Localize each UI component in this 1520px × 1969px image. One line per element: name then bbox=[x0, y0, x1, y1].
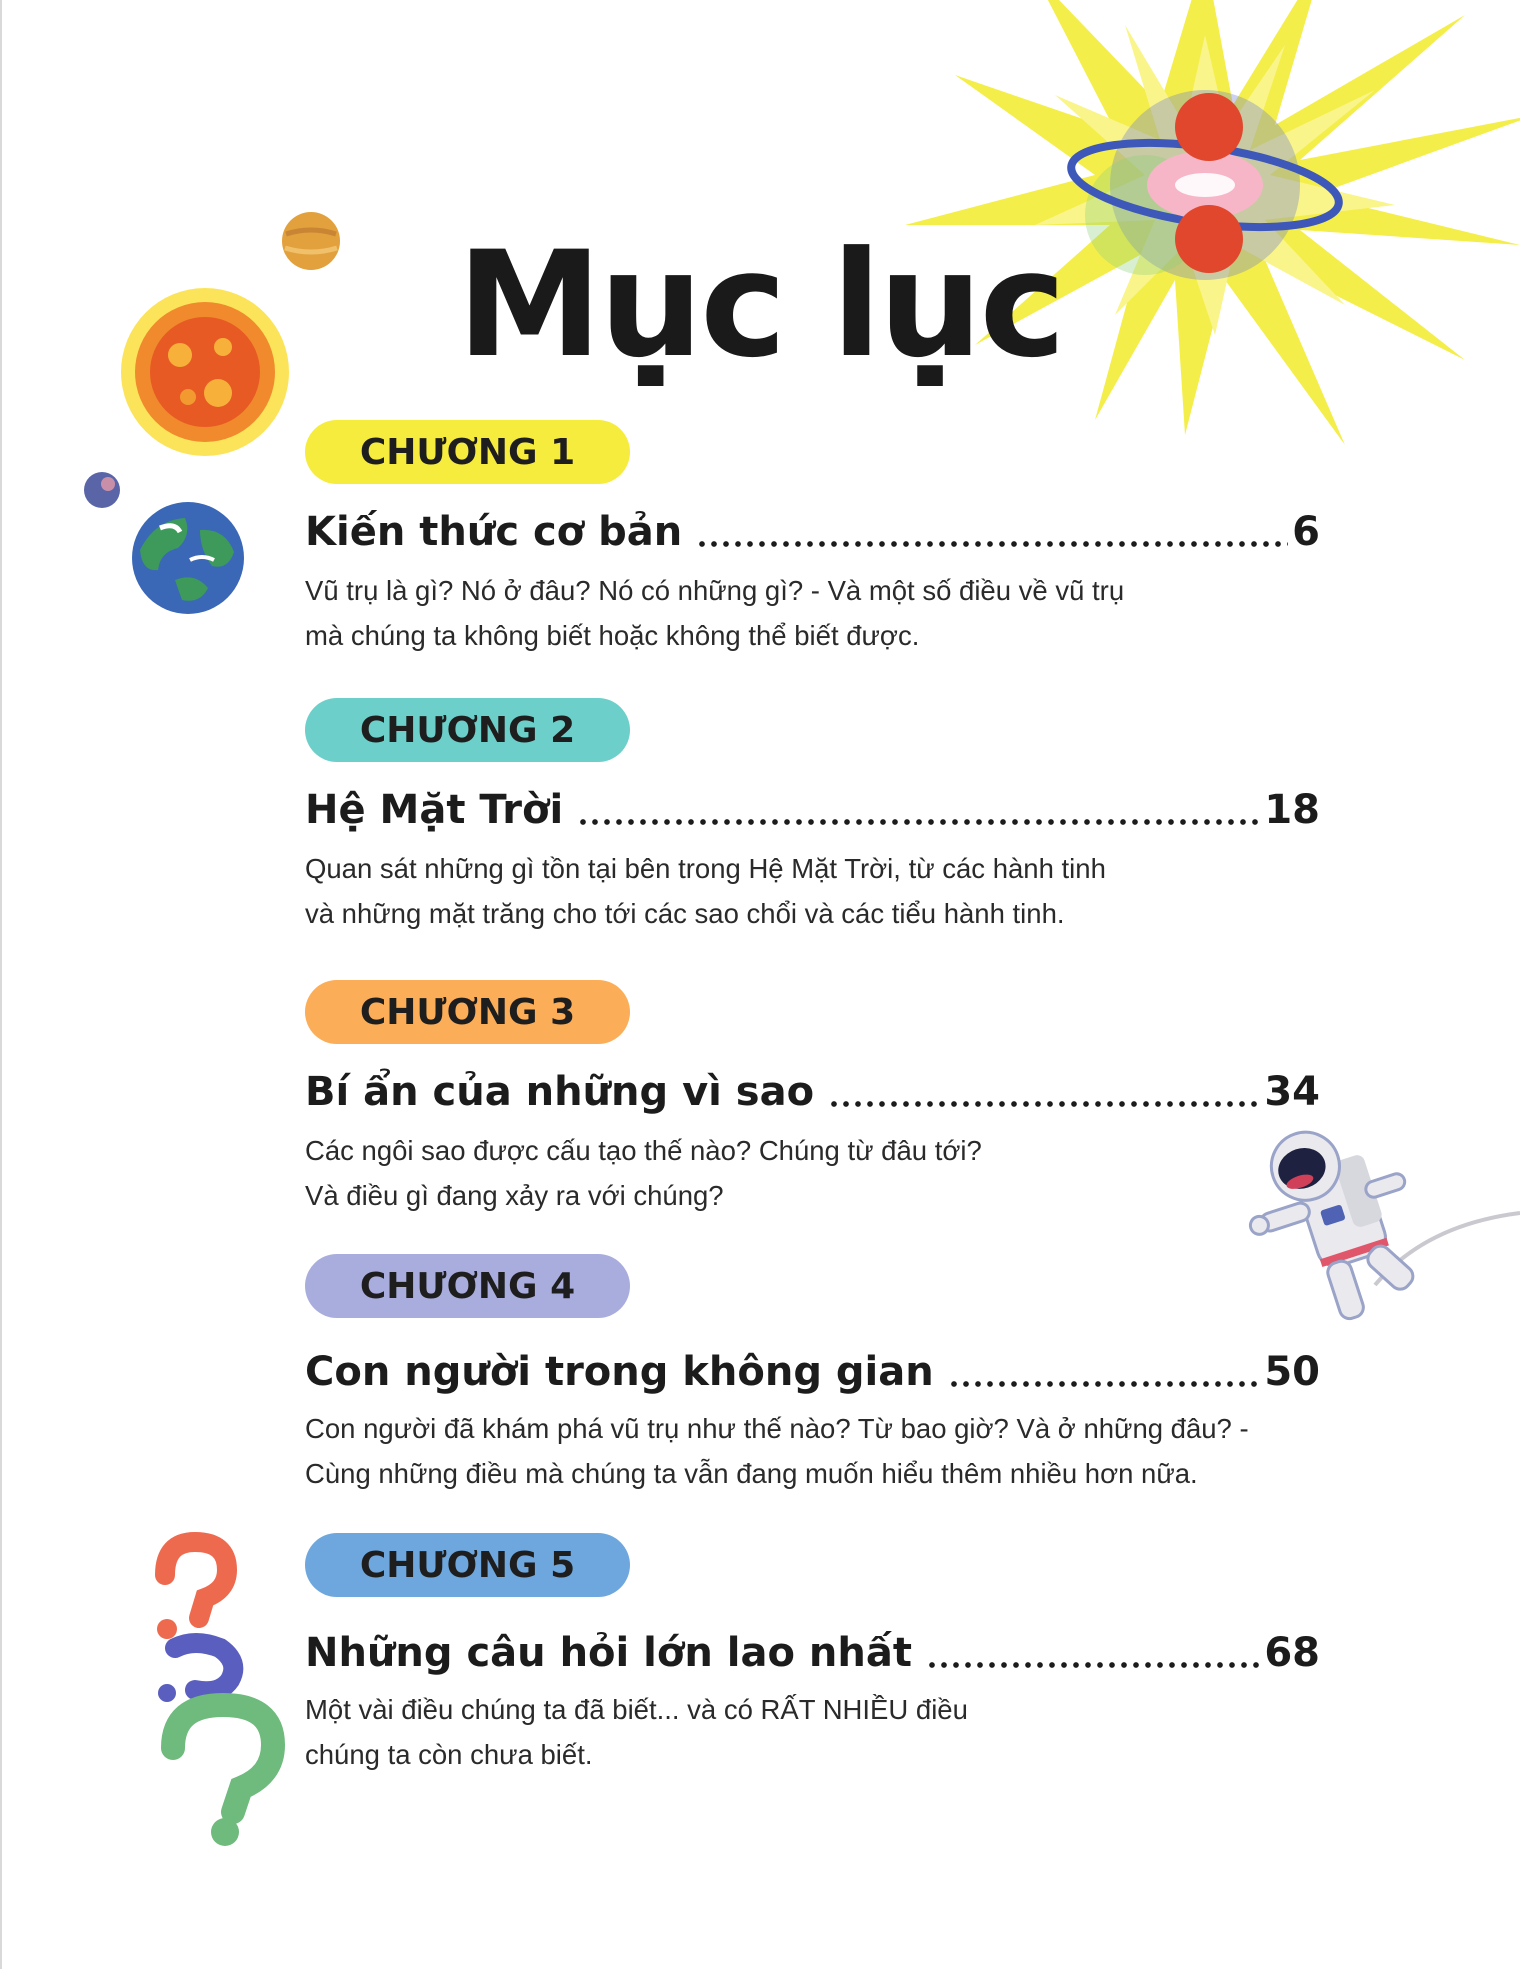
chapter-3-entry[interactable] bbox=[305, 1058, 1320, 1118]
description-line: Các ngôi sao được cấu tạo thế nào? Chúng từ đâu tới? bbox=[305, 1135, 982, 1166]
chapter-1-page: 6 bbox=[1292, 509, 1320, 555]
description-line: Con người đã khám phá vũ trụ như thế nào? Từ bao giờ? Và ở những đâu? - bbox=[305, 1413, 1249, 1444]
chapter-3 bbox=[305, 980, 1320, 1210]
chapter-3-label: CHƯƠNG 3 bbox=[305, 980, 630, 1044]
chapter-2-label: CHƯƠNG 2 bbox=[305, 698, 630, 762]
chapter-4-description bbox=[305, 1406, 1320, 1496]
chapter-3-page: 34 bbox=[1264, 1069, 1320, 1115]
chapter-5-entry[interactable] bbox=[305, 1619, 1320, 1679]
chapter-4-page: 50 bbox=[1264, 1349, 1320, 1395]
chapter-3-description bbox=[305, 1128, 1320, 1218]
chapter-2-page: 18 bbox=[1264, 787, 1320, 833]
chapter-1-label: CHƯƠNG 1 bbox=[305, 420, 630, 484]
dot-leader bbox=[828, 1099, 1260, 1109]
chapter-5-page: 68 bbox=[1264, 1630, 1320, 1676]
chapter-4-title: Con người trong không gian bbox=[305, 1349, 934, 1395]
chapter-2-title: Hệ Mặt Trời bbox=[305, 787, 564, 833]
chapter-1-entry[interactable] bbox=[305, 498, 1320, 558]
chapter-4-entry[interactable] bbox=[305, 1338, 1320, 1398]
chapter-4-label: CHƯƠNG 4 bbox=[305, 1254, 630, 1318]
chapter-5-description bbox=[305, 1687, 1320, 1777]
description-line: Vũ trụ là gì? Nó ở đâu? Nó có những gì? - Và một số điều về vũ trụ bbox=[305, 575, 1125, 606]
description-line: Quan sát những gì tồn tại bên trong Hệ Mặt Trời, từ các hành tinh bbox=[305, 853, 1106, 884]
page-title: Mục lục bbox=[456, 220, 1064, 390]
chapter-2-description bbox=[305, 846, 1320, 936]
dot-leader bbox=[926, 1660, 1260, 1670]
description-line: mà chúng ta không biết hoặc không thể biết được. bbox=[305, 620, 920, 651]
description-line: Cùng những điều mà chúng ta vẫn đang muốn hiểu thêm nhiều hơn nữa. bbox=[305, 1458, 1198, 1489]
chapter-3-title: Bí ẩn của những vì sao bbox=[305, 1069, 815, 1115]
chapter-2 bbox=[305, 698, 1320, 928]
chapter-1-title: Kiến thức cơ bản bbox=[305, 509, 683, 555]
dot-leader bbox=[696, 539, 1288, 549]
chapter-1 bbox=[305, 420, 1320, 650]
chapter-5-title: Những câu hỏi lớn lao nhất bbox=[305, 1630, 912, 1676]
description-line: chúng ta còn chưa biết. bbox=[305, 1739, 593, 1770]
dot-leader bbox=[577, 817, 1260, 827]
description-line: và những mặt trăng cho tới các sao chổi và các tiểu hành tinh. bbox=[305, 898, 1065, 929]
earth-illustration bbox=[130, 500, 246, 616]
chapter-5 bbox=[305, 1533, 1320, 1770]
question-marks-illustration bbox=[145, 1530, 290, 1850]
description-line: Một vài điều chúng ta đã biết... và có RẤT NHIỀU điều bbox=[305, 1694, 968, 1725]
moon-illustration bbox=[82, 470, 122, 510]
dot-leader bbox=[948, 1379, 1261, 1389]
description-line: Và điều gì đang xảy ra với chúng? bbox=[305, 1180, 724, 1211]
chapter-1-description bbox=[305, 568, 1320, 658]
chapter-5-label: CHƯƠNG 5 bbox=[305, 1533, 630, 1597]
chapter-4 bbox=[305, 1254, 1320, 1489]
chapter-2-entry[interactable] bbox=[305, 776, 1320, 836]
